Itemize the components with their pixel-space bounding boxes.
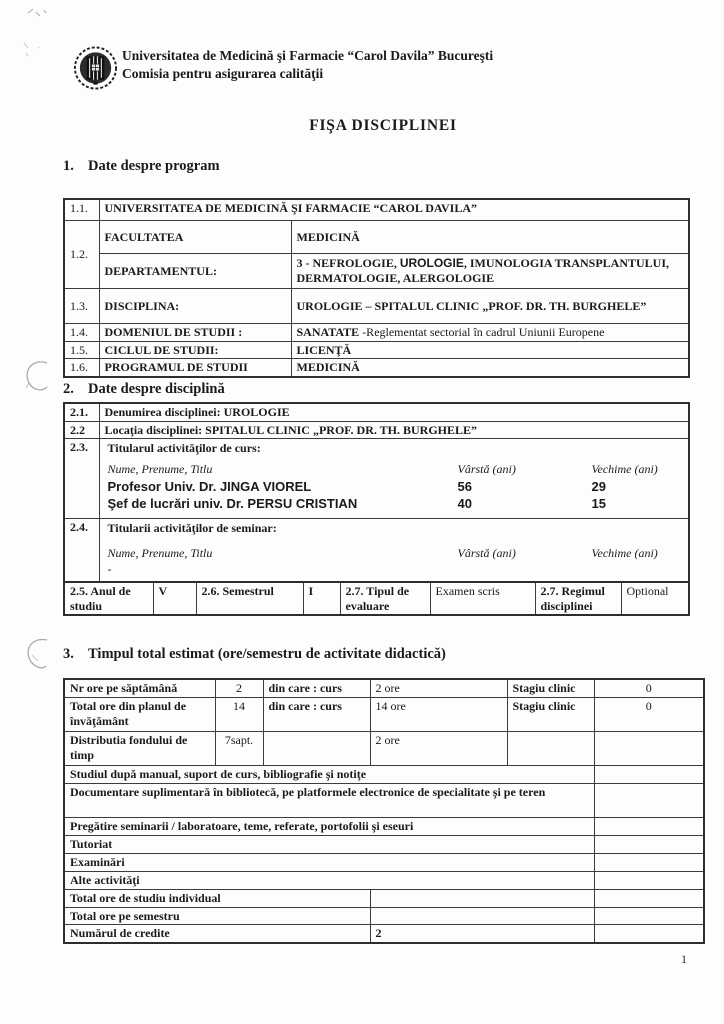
t3-r2-mid-value: 14 ore bbox=[370, 698, 507, 732]
t3-split-2-value: 2 bbox=[370, 925, 594, 943]
document-title: FIŞA DISCIPLINEI bbox=[309, 117, 457, 134]
t2-r23-content bbox=[99, 439, 689, 519]
t3-wide-row-2-value bbox=[594, 818, 704, 836]
staff-row bbox=[108, 496, 681, 512]
table-row bbox=[64, 403, 689, 421]
t2-r24-content bbox=[99, 519, 689, 582]
table-row bbox=[64, 582, 689, 615]
semester-label: 2.6. Semestrul bbox=[196, 582, 303, 615]
dept-value-prefix: 3 - NEFROLOGIE, bbox=[296, 256, 400, 271]
table-row bbox=[64, 221, 689, 254]
t3-r3-right-value bbox=[594, 732, 704, 766]
evaluation-type-label: 2.7. Tipul de evaluare bbox=[340, 582, 430, 615]
t3-r1-label: Nr ore pe săptămână bbox=[64, 679, 215, 698]
table-row bbox=[64, 519, 689, 582]
staff-seniority: 15 bbox=[591, 496, 606, 512]
t2-r21-num: 2.1. bbox=[64, 403, 99, 421]
dept-value-highlight: UROLOGIE bbox=[399, 256, 464, 271]
estimated-time-table bbox=[63, 678, 705, 944]
section-3-number: 3. bbox=[63, 646, 74, 662]
staff-row bbox=[108, 479, 681, 495]
t1-r16-value: MEDICINĂ bbox=[291, 359, 689, 377]
t1-r13-num: 1.3. bbox=[64, 289, 99, 324]
t3-wide-row-3: Tutoriat bbox=[64, 836, 594, 854]
section-3-heading bbox=[63, 646, 446, 663]
t1-r15-value: LICENŢĂ bbox=[291, 341, 689, 359]
t1-r15-label: CICLUL DE STUDII: bbox=[99, 341, 291, 359]
col-seniority-label: Vechime (ani) bbox=[591, 545, 658, 560]
section-1-title: Date despre program bbox=[88, 158, 220, 174]
dept-value-suffix: , IMUNOLOGIA TRANSPLANTULUI, DERMATOLOGIE, ALERGOLOGIE bbox=[296, 256, 670, 285]
evaluation-type-value: Examen scris bbox=[430, 582, 535, 615]
table-row bbox=[64, 732, 704, 766]
t3-wide-row-4-value bbox=[594, 854, 704, 872]
t3-wide-row-4: Examinări bbox=[64, 854, 594, 872]
t3-split-0-extra bbox=[594, 890, 704, 908]
study-year-label: 2.5. Anul de studiu bbox=[64, 582, 153, 615]
discipline-data-table bbox=[63, 402, 690, 583]
staff-name: Şef de lucrări univ. Dr. PERSU CRISTIAN bbox=[107, 496, 358, 512]
discipline-regime-value: Optional bbox=[621, 582, 689, 615]
t3-r1-value: 2 bbox=[215, 679, 263, 698]
col-age-label: Vârstă (ani) bbox=[457, 461, 516, 476]
table-row bbox=[64, 679, 704, 698]
col-seniority-label: Vechime (ani) bbox=[591, 461, 658, 476]
t1-r11-value: UNIVERSITATEA DE MEDICINĂ ŞI FARMACIE “CAROL DAVILA” bbox=[99, 199, 689, 221]
t3-split-0-value bbox=[370, 890, 594, 908]
t1-r16-num: 1.6. bbox=[64, 359, 99, 377]
t3-wide-row-1: Documentare suplimentară în bibliotecă, pe platformele electronice de specialitate şi pe teren bbox=[64, 784, 594, 818]
t2-r21-text: Denumirea disciplinei: UROLOGIE bbox=[99, 403, 689, 421]
t3-r2-value: 14 bbox=[215, 698, 263, 732]
col-age-label: Vârstă (ani) bbox=[457, 545, 516, 560]
t3-r1-mid-label: din care : curs bbox=[263, 679, 370, 698]
t3-split-2-label: Numărul de credite bbox=[64, 925, 370, 943]
col-name-label: Nume, Prenume, Titlu bbox=[107, 461, 213, 476]
t3-wide-row-0-value bbox=[594, 766, 704, 784]
pencil-scribble-marks bbox=[14, 3, 62, 61]
t3-split-2-extra bbox=[594, 925, 704, 943]
col-name-label: Nume, Prenume, Titlu bbox=[107, 545, 213, 560]
t1-r12-value-departamentul bbox=[291, 254, 689, 289]
table-row bbox=[64, 766, 704, 784]
t2-r22-text: Locaţia disciplinei: SPITALUL CLINIC „PROF. DR. TH. BURGHELE” bbox=[99, 421, 689, 439]
t2-r24-num: 2.4. bbox=[64, 519, 99, 582]
t3-r1-mid-value: 2 ore bbox=[370, 679, 507, 698]
section-1-number: 1. bbox=[63, 158, 74, 174]
table-row bbox=[64, 784, 704, 818]
t3-r2-label: Total ore din planul de învăţământ bbox=[64, 698, 215, 732]
t3-r3-mid-label bbox=[263, 732, 370, 766]
t3-r2-right-label: Stagiu clinic bbox=[507, 698, 594, 732]
table-row bbox=[64, 199, 689, 221]
t3-split-1-value bbox=[370, 907, 594, 925]
table-row bbox=[64, 872, 704, 890]
table-row bbox=[64, 925, 704, 943]
t3-wide-row-1-value bbox=[594, 784, 704, 818]
seminar-holder-empty: - bbox=[107, 562, 112, 577]
t3-split-0-label: Total ore de studiu individual bbox=[64, 890, 370, 908]
t3-wide-row-2: Pregătire seminarii / laboratoare, teme, referate, portofolii şi eseuri bbox=[64, 818, 594, 836]
t3-r3-value: 7sapt. bbox=[215, 732, 263, 766]
t1-r12-num: 1.2. bbox=[64, 221, 99, 289]
header-org-block bbox=[122, 47, 493, 83]
pencil-squiggle-mark bbox=[20, 357, 54, 397]
table-row bbox=[64, 341, 689, 359]
t3-wide-row-5-value bbox=[594, 872, 704, 890]
t3-r3-right-label bbox=[507, 732, 594, 766]
t1-r14-num: 1.4. bbox=[64, 324, 99, 342]
table-row bbox=[64, 907, 704, 925]
t3-r3-mid-value: 2 ore bbox=[370, 732, 507, 766]
staff-age: 40 bbox=[457, 496, 472, 512]
t2-r23-num: 2.3. bbox=[64, 439, 99, 519]
t2-r22-num: 2.2 bbox=[64, 421, 99, 439]
section-3-title: Timpul total estimat (ore/semestru de activitate didactică) bbox=[88, 646, 446, 662]
domain-value-rest: -Reglementat sectorial în cadrul Uniunii Europene bbox=[359, 325, 605, 339]
t1-r13-label: DISCIPLINA: bbox=[99, 289, 291, 324]
section-2-title: Date despre disciplină bbox=[88, 381, 225, 397]
table-row bbox=[64, 890, 704, 908]
table-row bbox=[64, 439, 689, 519]
t1-r15-num: 1.5. bbox=[64, 341, 99, 359]
semester-value: I bbox=[303, 582, 340, 615]
org-subtitle: Comisia pentru asigurarea calităţii bbox=[122, 66, 324, 82]
university-seal-logo bbox=[72, 44, 119, 92]
t3-wide-row-3-value bbox=[594, 836, 704, 854]
t3-r2-mid-label: din care : curs bbox=[263, 698, 370, 732]
t3-r1-right-value: 0 bbox=[594, 679, 704, 698]
table-row bbox=[64, 421, 689, 439]
seminar-holders-title: Titularii activităţilor de seminar: bbox=[107, 521, 277, 536]
t3-split-1-label: Total ore pe semestru bbox=[64, 907, 370, 925]
t1-r12-value-facultatea: MEDICINĂ bbox=[291, 221, 689, 254]
t1-r16-label: PROGRAMUL DE STUDII bbox=[99, 359, 291, 377]
discipline-regime-label: 2.7. Regimul disciplinei bbox=[535, 582, 621, 615]
t3-r2-right-value: 0 bbox=[594, 698, 704, 732]
program-data-table bbox=[63, 198, 690, 378]
t1-r11-num: 1.1. bbox=[64, 199, 99, 221]
domain-value-bold: SANATATE bbox=[296, 325, 360, 339]
table-row bbox=[64, 324, 689, 342]
org-name: Universitatea de Medicină şi Farmacie “Carol Davila” Bucureşti bbox=[122, 48, 494, 63]
table-row bbox=[64, 854, 704, 872]
t3-wide-row-0: Studiul după manual, suport de curs, bibliografie şi notiţe bbox=[64, 766, 594, 784]
page-number: 1 bbox=[681, 952, 687, 966]
course-holders-title: Titularul activităţilor de curs: bbox=[107, 441, 261, 456]
t3-r1-right-label: Stagiu clinic bbox=[507, 679, 594, 698]
table-row bbox=[64, 359, 689, 377]
table-row bbox=[64, 254, 689, 289]
t1-r14-value bbox=[291, 324, 689, 342]
discipline-summary-band bbox=[63, 581, 690, 616]
pencil-squiggle-mark bbox=[20, 635, 54, 675]
section-2-heading bbox=[63, 381, 225, 398]
staff-columns-header bbox=[108, 546, 681, 561]
t1-r12-label-departamentul: DEPARTAMENTUL: bbox=[99, 254, 291, 289]
section-1-heading bbox=[63, 158, 220, 175]
t1-r14-label: DOMENIUL DE STUDII : bbox=[99, 324, 291, 342]
t1-r12-label-facultatea: FACULTATEA bbox=[99, 221, 291, 254]
table-row bbox=[64, 836, 704, 854]
staff-columns-header bbox=[108, 462, 681, 477]
table-row bbox=[64, 818, 704, 836]
t3-wide-row-5: Alte activităţi bbox=[64, 872, 594, 890]
t1-r13-value: UROLOGIE – SPITALUL CLINIC „PROF. DR. TH. BURGHELE” bbox=[291, 289, 689, 324]
staff-age: 56 bbox=[457, 478, 472, 494]
table-row bbox=[64, 698, 704, 732]
table-row bbox=[64, 289, 689, 324]
t3-r3-label: Distributia fondului de timp bbox=[64, 732, 215, 766]
study-year-value: V bbox=[153, 582, 196, 615]
staff-name: Profesor Univ. Dr. JINGA VIOREL bbox=[107, 478, 312, 494]
staff-seniority: 29 bbox=[591, 478, 606, 494]
section-2-number: 2. bbox=[63, 381, 74, 397]
t3-split-1-extra bbox=[594, 907, 704, 925]
